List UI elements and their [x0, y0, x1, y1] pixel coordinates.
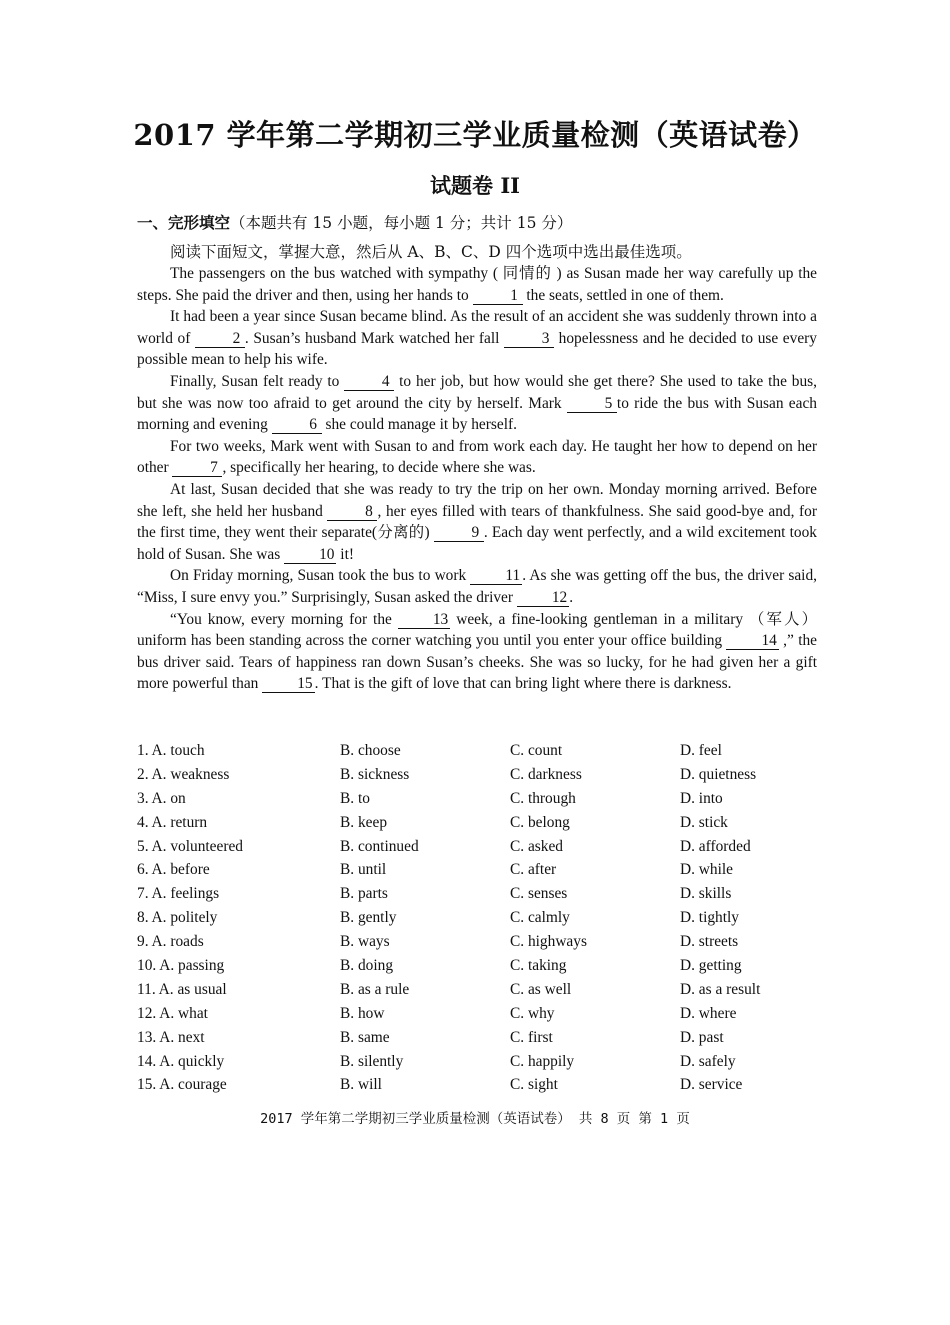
- passage-text: . Susan’s husband Mark watched her fall: [244, 329, 505, 347]
- blank-6: 6: [272, 417, 322, 434]
- option-c: C. senses: [510, 885, 568, 903]
- option-b: B. gently: [340, 909, 397, 927]
- option-d: D. quietness: [680, 765, 757, 783]
- blank-8: 8: [327, 504, 377, 521]
- blank-14: 14: [726, 633, 778, 650]
- option-a: 13. A. next: [137, 1028, 205, 1046]
- option-b: B. as a rule: [340, 980, 410, 998]
- option-c: C. why: [510, 1004, 555, 1022]
- option-c: C. highways: [510, 933, 587, 951]
- option-row-6: [137, 861, 817, 885]
- option-d: D. as a result: [680, 980, 761, 998]
- option-row-1: [137, 742, 817, 766]
- option-a: 4. A. return: [137, 813, 208, 831]
- option-d: D. tightly: [680, 909, 739, 927]
- paragraph-6: [137, 565, 817, 608]
- blank-13: 13: [398, 612, 450, 629]
- passage-text: , specifically her hearing, to decide where she was.: [222, 459, 536, 477]
- option-a: 1. A. touch: [137, 742, 205, 759]
- blank-7: 7: [172, 460, 222, 477]
- option-row-12: [137, 1005, 817, 1029]
- option-a: 7. A. feelings: [137, 885, 220, 903]
- option-a: 3. A. on: [137, 789, 186, 807]
- option-row-2: [137, 766, 817, 790]
- page-footer: 2017 学年第二学期初三学业质量检测（英语试卷） 共 8 页 第 1 页: [260, 1111, 690, 1127]
- passage-text: For two weeks, Mark went with Susan to and from work each day. He taught her how to depend on her other: [137, 437, 817, 477]
- passage-text: . That is the gift of love that can bring light where there is darkness.: [314, 675, 732, 693]
- passage-text: .: [569, 588, 574, 606]
- option-b: B. how: [340, 1004, 385, 1022]
- answer-options: [137, 742, 817, 1100]
- option-c: C. count: [510, 742, 563, 759]
- option-d: D. safely: [680, 1052, 736, 1070]
- option-c: C. after: [510, 861, 557, 879]
- paragraph-3: [137, 371, 817, 436]
- passage-text: hopelessness and he decided to use every possible mean to help his wife.: [137, 329, 817, 369]
- option-b: B. continued: [340, 837, 419, 855]
- option-c: C. as well: [510, 980, 572, 998]
- blank-1: 1: [473, 288, 523, 305]
- passage-text: It had been a year since Susan became blind. As the result of an accident she was suddenly thrown into a world of: [137, 308, 817, 347]
- option-c: C. belong: [510, 813, 570, 831]
- option-a: 8. A. politely: [137, 909, 218, 927]
- option-c: C. darkness: [510, 765, 582, 783]
- option-d: D. stick: [680, 813, 728, 831]
- option-a: 15. A. courage: [137, 1076, 227, 1094]
- blank-10: 10: [284, 547, 336, 564]
- option-d: D. where: [680, 1004, 737, 1022]
- option-d: D. skills: [680, 885, 732, 903]
- passage-text: to her job, but how would she get there? She used to take the bus, but she was now too afraid to get around the city by herself. Mark: [137, 372, 818, 412]
- option-b: B. until: [340, 861, 387, 879]
- option-row-8: [137, 909, 817, 933]
- option-b: B. parts: [340, 885, 388, 903]
- option-b: B. sickness: [340, 765, 410, 783]
- blank-12: 12: [517, 590, 569, 607]
- option-d: D. getting: [680, 957, 742, 975]
- option-a: 14. A. quickly: [137, 1052, 225, 1070]
- passage-text: Finally, Susan felt ready to: [170, 372, 345, 390]
- option-a: 2. A. weakness: [137, 765, 230, 783]
- passage-text: , her eyes filled with tears of thankfulness. She said good-bye and, for the first time, they went their separate(分离的): [137, 502, 817, 542]
- section-note: （本题共有 15 小题，每小题 1 分；共计 15 分）: [230, 214, 573, 232]
- option-row-4: [137, 814, 817, 838]
- page-title: 2017 学年第二学期初三学业质量检测（英语试卷）: [133, 118, 817, 152]
- passage-text: she could manage it by herself.: [321, 416, 517, 434]
- option-d: D. streets: [680, 933, 739, 951]
- paragraph-5: [137, 479, 817, 565]
- option-row-10: [137, 957, 817, 981]
- option-b: B. same: [340, 1028, 390, 1046]
- option-row-11: [137, 981, 817, 1005]
- blank-3: 3: [504, 331, 554, 348]
- passage-text: . Each day went perfectly, and a wild excitement took hold of Susan. She was: [137, 524, 818, 563]
- option-b: B. ways: [340, 933, 390, 951]
- option-c: C. sight: [510, 1076, 558, 1094]
- blank-15: 15: [262, 676, 314, 693]
- paragraph-7: [137, 609, 817, 695]
- option-d: D. service: [680, 1076, 743, 1094]
- option-b: B. choose: [340, 742, 401, 759]
- option-b: B. silently: [340, 1052, 404, 1070]
- option-c: C. asked: [510, 837, 564, 855]
- blank-9: 9: [434, 525, 484, 542]
- paper-subtitle: 试题卷 II: [430, 173, 520, 198]
- passage-text: to ride the bus with Susan each morning and evening: [137, 394, 817, 434]
- option-row-3: [137, 790, 817, 814]
- section-heading: [137, 211, 572, 233]
- option-b: B. keep: [340, 813, 388, 831]
- blank-4: 4: [344, 374, 394, 391]
- paragraph-4: [137, 436, 817, 479]
- blank-5: 5: [567, 396, 617, 413]
- option-d: D. past: [680, 1028, 724, 1046]
- blank-2: 2: [195, 331, 245, 348]
- option-a: 12. A. what: [137, 1004, 208, 1022]
- passage-text: the seats, settled in one of them.: [522, 286, 724, 304]
- paragraph-1: [137, 263, 817, 306]
- option-c: C. through: [510, 789, 576, 807]
- passage-text: it!: [336, 545, 354, 563]
- option-d: D. afforded: [680, 837, 751, 855]
- passage-text: week, a fine-looking gentleman in a military （军人） uniform has been standing across the corner watching you until you enter your office building: [137, 610, 817, 650]
- passage-text: “You know, every morning for the: [170, 610, 398, 628]
- option-row-14: [137, 1053, 817, 1077]
- option-d: D. while: [680, 861, 734, 879]
- option-a: 10. A. passing: [137, 957, 225, 975]
- passage-text: The passengers on the bus watched with sympathy ( 同情的 ) as Susan made her way carefully up the steps. She paid the driver and then, using her hands to: [137, 265, 817, 304]
- option-c: C. happily: [510, 1052, 575, 1070]
- option-row-15: [137, 1076, 817, 1100]
- option-c: C. calmly: [510, 909, 570, 927]
- passage-text: On Friday morning, Susan took the bus to work: [170, 567, 471, 585]
- option-c: C. first: [510, 1028, 553, 1046]
- option-b: B. will: [340, 1076, 382, 1094]
- option-d: D. feel: [680, 742, 722, 759]
- section-title: 一、完形填空: [137, 213, 231, 232]
- option-a: 6. A. before: [137, 861, 210, 879]
- option-row-5: [137, 838, 817, 862]
- option-a: 11. A. as usual: [137, 980, 227, 998]
- option-c: C. taking: [510, 957, 567, 975]
- paragraph-2: [137, 306, 817, 371]
- cloze-passage: [137, 263, 817, 695]
- blank-11: 11: [470, 568, 522, 585]
- option-a: 9. A. roads: [137, 933, 204, 951]
- section-instruction: 阅读下面短文，掌握大意，然后从 A、B、C、D 四个选项中选出最佳选项。: [170, 243, 692, 261]
- passage-text: ,” the bus driver said. Tears of happiness ran down Susan’s cheeks. She was so lucky, for he had given her a gift more powerful than: [137, 632, 817, 693]
- option-row-7: [137, 885, 817, 909]
- option-row-13: [137, 1029, 817, 1053]
- option-b: B. doing: [340, 957, 394, 975]
- option-b: B. to: [340, 789, 370, 807]
- option-d: D. into: [680, 789, 723, 807]
- option-a: 5. A. volunteered: [137, 837, 243, 855]
- passage-text: At last, Susan decided that she was ready to try the trip on her own. Monday morning arrived. Before she left, she held her husband: [137, 480, 817, 520]
- option-row-9: [137, 933, 817, 957]
- passage-text: . As she was getting off the bus, the driver said, “Miss, I sure envy you.” Surprisingly, Susan asked the driver: [137, 567, 817, 606]
